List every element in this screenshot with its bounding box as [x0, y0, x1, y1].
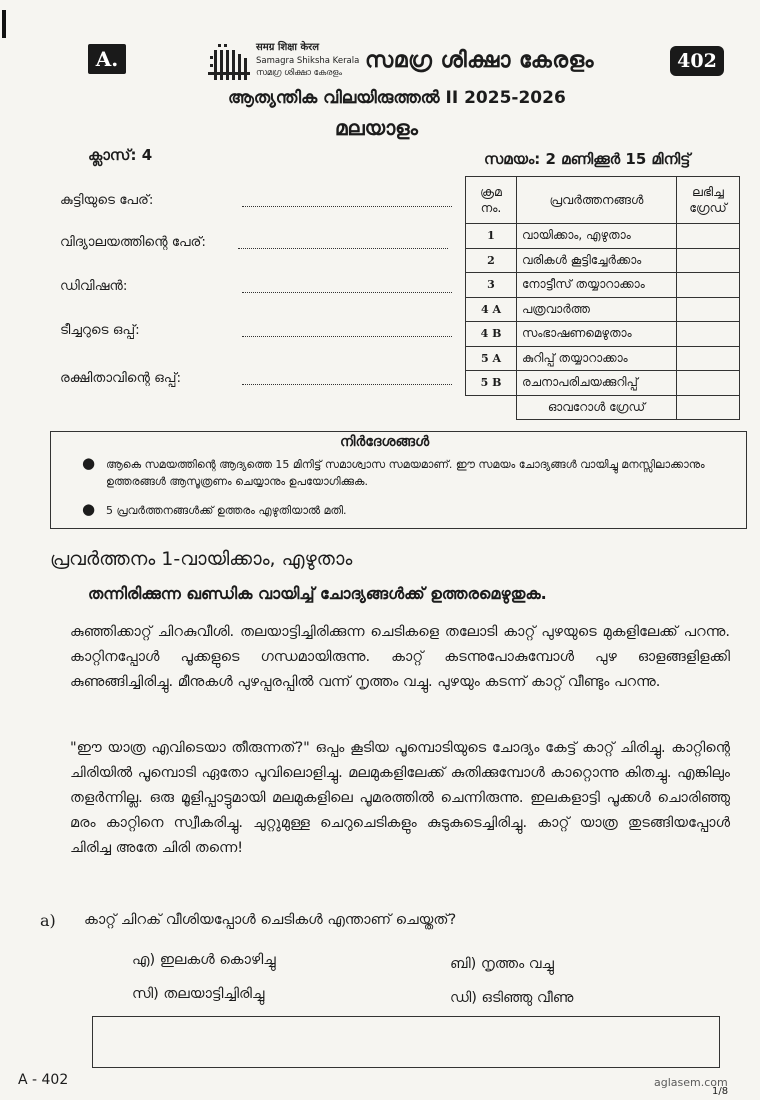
- row-activity: വരികൾ കൂട്ടിച്ചേർക്കാം: [517, 248, 677, 273]
- activity-heading: പ്രവർത്തനം 1-വായിക്കാം, എഴുതാം: [50, 548, 353, 570]
- header-activities: പ്രവർത്തനങ്ങൾ: [517, 177, 677, 224]
- student-name-field[interactable]: [60, 192, 460, 216]
- row-activity: സംഭാഷണമെഴുതാം: [517, 322, 677, 347]
- table-row: [466, 322, 740, 347]
- row-grade-cell[interactable]: [677, 273, 740, 298]
- row-no: 4 A: [466, 297, 517, 322]
- row-grade-cell[interactable]: [677, 371, 740, 396]
- row-activity: കുറിപ്പ് തയ്യാറാക്കാം: [517, 346, 677, 371]
- row-no: 4 B: [466, 322, 517, 347]
- logo-icon: [208, 42, 252, 86]
- option-c[interactable]: സി) തലയാട്ടിച്ചിരിച്ചു: [132, 986, 265, 1002]
- division-label: ഡിവിഷൻ:: [60, 278, 128, 294]
- row-no: 5 A: [466, 346, 517, 371]
- row-grade-cell[interactable]: [677, 224, 740, 249]
- division-line[interactable]: [242, 292, 452, 293]
- student-name-label: കുട്ടിയുടെ പേര്:: [60, 192, 154, 208]
- paper-code-badge: 402: [670, 46, 724, 76]
- parent-signature-label: രക്ഷിതാവിന്റെ ഒപ്പ്:: [60, 370, 182, 386]
- division-field[interactable]: [60, 278, 460, 302]
- answer-box[interactable]: [92, 1016, 720, 1068]
- option-d[interactable]: ഡി) ഒടിഞ്ഞു വീണു: [450, 990, 574, 1006]
- table-row: [466, 248, 740, 273]
- parent-signature-line[interactable]: [242, 384, 452, 385]
- overall-grade-cell[interactable]: [677, 395, 740, 420]
- table-row: [466, 346, 740, 371]
- instructions-title: നിർദേശങ്ങൾ: [340, 434, 430, 450]
- logo-text-english: Samagra Shiksha Kerala: [256, 56, 360, 66]
- row-activity: വായിക്കാം, എഴുതാം: [517, 224, 677, 249]
- set-label-badge: A.: [88, 44, 126, 74]
- row-no: 3: [466, 273, 517, 298]
- reading-paragraph-2: "ഈ യാത്ര എവിടെയാ തീരുന്നത്?" ഒപ്പം കൂടിയ പൂമ്പൊടിയുടെ ചോദ്യം കേട്ട് കാറ്റ് ചിരിച്ചു. കാറ്റിന്റെ ചിരിയിൽ പൂമ്പൊടി ഏതോ പൂവിലൊളിച്ചു. മലമുകളിലേക്ക് കുതിക്കുമ്പോൾ കാറ്റൊന്നു കിതച്ചു. എങ്കിലും തളർന്നില്ല. ഒരു മൂളിപ്പാട്ടുമായി മലമുകളിലെ പൂമരത്തിൽ ചെന്നിരുന്നു. ഇലകളാട്ടി പൂക്കൾ ചൊരിഞ്ഞു മരം കാറ്റിനെ സ്വീകരിച്ചു. ചുറ്റുമുള്ള ചെറുചെടികളും കുടുകുടെച്ചിരിച്ചു. കാറ്റ് യാത്ര തുടങ്ങിയപ്പോൾ ചിരിച്ച അതേ ചിരി തന്നെ!: [70, 740, 730, 856]
- overall-grade-label: ഓവറോൾ ഗ്രേഡ്: [517, 395, 677, 420]
- subject-title: മലയാളം: [335, 116, 418, 140]
- row-activity: നോട്ടീസ് തയ്യാറാക്കാം: [517, 273, 677, 298]
- footer-paper-code: A - 402: [18, 1072, 69, 1088]
- question-text: കാറ്റ് ചിറക് വീശിയപ്പോൾ ചെടികൾ എന്താണ് ചെയ്തത്?: [84, 912, 457, 928]
- row-grade-cell[interactable]: [677, 248, 740, 273]
- overall-grade-row: [466, 395, 740, 420]
- activity-directive: തന്നിരിക്കുന്ന ഖണ്ഡിക വായിച്ച് ചോദ്യങ്ങൾക്ക് ഉത്തരമെഴുതുക.: [88, 584, 547, 603]
- option-b[interactable]: ബി) നൃത്തം വച്ചു: [450, 956, 554, 972]
- school-name-label: വിദ്യാലയത്തിന്റെ പേര്:: [60, 234, 206, 250]
- row-no: 2: [466, 248, 517, 273]
- page-number: 1/8: [712, 1086, 729, 1097]
- instruction-item: [82, 500, 736, 519]
- logo-text-hindi: समग्र शिक्षा केरल: [256, 42, 320, 53]
- table-header-row: [466, 177, 740, 224]
- bullet-icon: ●: [82, 500, 96, 518]
- question-label: a): [40, 911, 56, 930]
- row-grade-cell[interactable]: [677, 297, 740, 322]
- row-activity: രചനാപരിചയക്കുറിപ്പ്: [517, 371, 677, 396]
- exam-title: ആത്യന്തിക വിലയിരുത്തൽ II 2025-2026: [228, 88, 566, 108]
- instruction-text: 5 പ്രവർത്തനങ്ങൾക്ക് ഉത്തരം എഴുതിയാൽ മതി.: [106, 504, 347, 517]
- student-name-line[interactable]: [242, 206, 452, 207]
- samagra-shiksha-logo: [208, 40, 358, 86]
- class-label: ക്ലാസ്: 4: [88, 146, 153, 164]
- activity-grade-table: [465, 176, 740, 420]
- teacher-signature-field[interactable]: [60, 322, 460, 346]
- reading-paragraph-1: കുഞ്ഞിക്കാറ്റ് ചിറകുവീശി. തലയാട്ടിച്ചിരിക്കുന്ന ചെടികളെ തലോടി കാറ്റ് പുഴയുടെ മുകളിലേക്ക് പറന്നു. കാറ്റിനപ്പോൾ പൂക്കളുടെ ഗന്ധമായിരുന്നു. കാറ്റ് കടന്നുപോകുമ്പോൾ പുഴ ഓളങ്ങളിളക്കി കുണുങ്ങിച്ചിരിച്ചു. മീനുകൾ പുഴപ്പരപ്പിൽ വന്ന് നൃത്തം വച്ചു. പുഴയും കടന്ന് കാറ്റ് വീണ്ടും പറന്നു.: [70, 624, 730, 690]
- table-row: [466, 224, 740, 249]
- school-name-field[interactable]: [60, 234, 460, 258]
- time-label: സമയം: 2 മണിക്കൂർ 15 മിനിട്ട്: [484, 150, 691, 168]
- header-grade: ലഭിച്ച ഗ്രേഡ്: [677, 177, 740, 224]
- instruction-text: ആകെ സമയത്തിന്റെ ആദ്യത്തെ 15 മിനിട്ട് സമാശ്വാസ സമയമാണ്. ഈ സമയം ചോദ്യങ്ങൾ വായിച്ചു മനസ്സിലാക്കാനും ഉത്തരങ്ങൾ ആസൂത്രണം ചെയ്യാനും ഉപയോഗിക്കുക.: [106, 458, 705, 488]
- parent-signature-field[interactable]: [60, 370, 460, 394]
- row-activity: പത്രവാർത്ത: [517, 297, 677, 322]
- table-row: [466, 273, 740, 298]
- option-a[interactable]: എ) ഇലകൾ കൊഴിച്ചു: [132, 952, 276, 968]
- overall-spacer: [466, 395, 517, 420]
- row-no: 5 B: [466, 371, 517, 396]
- bullet-icon: ●: [82, 454, 96, 472]
- header-serial-no: ക്രമ നം.: [466, 177, 517, 224]
- organisation-name: സമഗ്ര ശിക്ഷാ കേരളം: [365, 48, 594, 73]
- teacher-signature-line[interactable]: [242, 336, 452, 337]
- teacher-signature-label: ടീച്ചറുടെ ഒപ്പ്:: [60, 322, 140, 338]
- watermark: aglasem.com: [654, 1076, 728, 1089]
- row-grade-cell[interactable]: [677, 322, 740, 347]
- row-no: 1: [466, 224, 517, 249]
- scan-mark: [2, 10, 6, 38]
- logo-text-malayalam: സമഗ്ര ശിക്ഷാ കേരളം: [256, 68, 343, 78]
- row-grade-cell[interactable]: [677, 346, 740, 371]
- school-name-line[interactable]: [238, 248, 448, 249]
- table-row: [466, 297, 740, 322]
- table-row: [466, 371, 740, 396]
- instruction-item: [82, 454, 736, 490]
